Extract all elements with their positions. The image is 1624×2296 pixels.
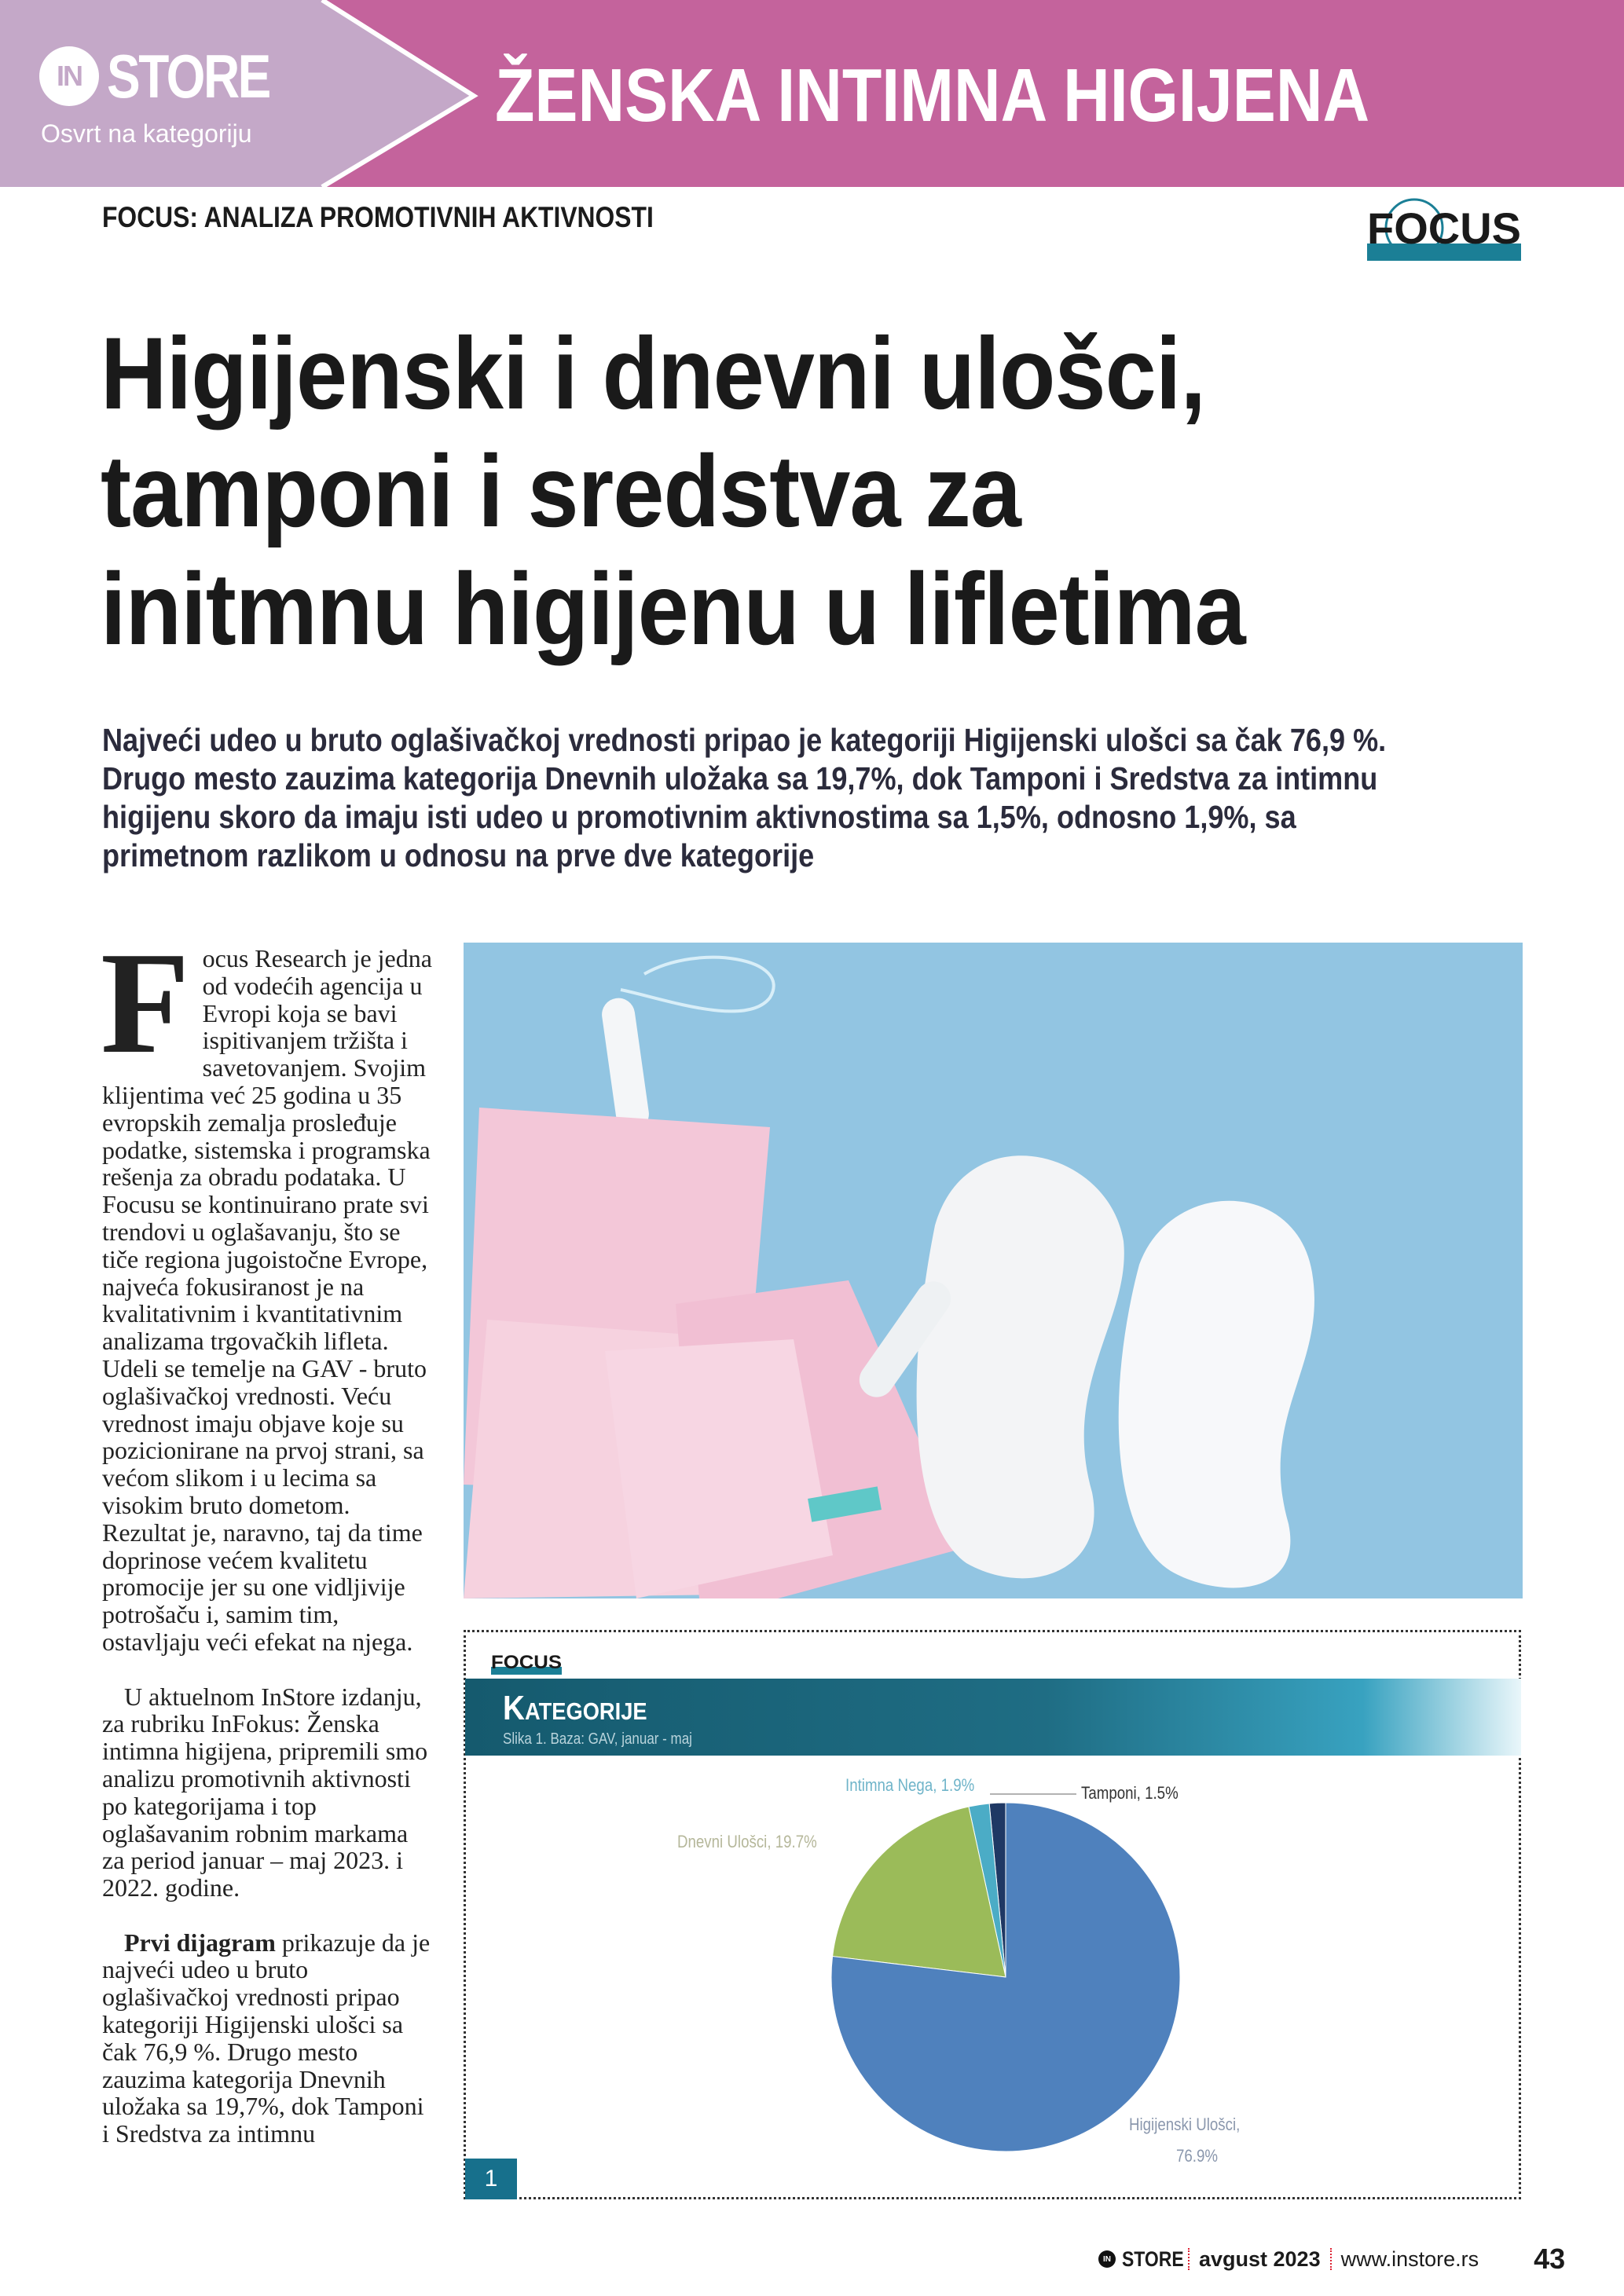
kicker: FOCUS: ANALIZA PROMOTIVNIH AKTIVNOSTI [102,201,654,233]
lead-line: Najveći udeo u bruto oglašivačkoj vrednosti pripao je kategoriji Higijenski ulošci sa čak 76,9 %. [102,722,1387,758]
white-pad-image [917,1155,1124,1578]
body-text: prikazuje da je najveći udeo u bruto oglašivačkoj vrednosti pripao kategoriji Higijenski ulošci sa čak 76,9 %. Drugo mesto zauzima kategorija Dnevnih uložaka sa 19,7%, dok Tamponi i Sredstva za intimnu [102,1928,431,2148]
body-bold: Prvi dijagram [124,1928,276,1957]
section-title: ŽENSKA INTIMNA HIGIJENA [495,53,1370,137]
body-text: ocus Research je jedna od vodećih agencija u Evropi koja se bavi ispitivanjem tržišta i savetovanjem. Svojim klijentima već 25 godina u 35 evropskih zemalja prosleđuje podatke, sistemska i programska rešenja za obradu podataka. U Focusu se kontinuirano prate svi trendovi u oglašavanju, što se tiče regiona jugoistočne Evrope, najveća fokusiranost je na kvalitativnim i kvantitativnim analizama trgovačkih lifleta. Udeli se temelje na GAV - bruto oglašivačkoj vrednosti. Veću vrednost imaju objave koje su pozicionirane na prvoj strani, sa većom slikom i u lecima sa visokim bruto dometom. Rezultat je, naravno, taj da time doprinose većem kvalitetu promocije jer su one vidljivije potrošaču i, samim tim, ostavljaju veći efekat na njega. [102,944,432,1656]
chart-subtitle: Slika 1. Baza: GAV, januar - maj [503,1730,692,1748]
tampon-image [599,996,651,1133]
body-paragraph: U aktuelnom InStore izdanju, za rubriku InFokus: Ženska intimna higijena, pripremili smo analizu promotivnih aktivnosti po kategorijama i top oglašavanim robnim markama za period januar – maj 2023. i 2022. godine. [102,1682,428,1902]
figure-number-badge: 1 [465,2159,517,2199]
body-column [101,922,436,2175]
focus-logo [1367,195,1524,273]
headline [101,314,1554,668]
footer-divider [1330,2248,1332,2270]
headline-line: tamponi i sredstva za [101,434,1021,548]
pie-label-tamponi: Tamponi, 1.5% [1081,1783,1179,1803]
header-subtitle: Osvrt na kategoriju [41,119,252,148]
chart-focus-logo [491,1650,563,1678]
footer-divider [1188,2248,1190,2270]
body-paragraph [102,1929,436,2148]
svg-text:FOCUS: FOCUS [1367,203,1521,253]
pie-label-dnevni: Dnevni Ulošci, 19.7% [677,1832,817,1851]
tampon-string-image [621,958,774,1012]
in-circle-icon: IN [39,46,99,106]
headline-line: Higijenski i dnevni ulošci, [101,316,1206,430]
pie-label-higijenski: Higijenski Ulošci, [1129,2115,1241,2134]
page-footer [1098,2243,1565,2276]
pie-label-intimna: Intimna Nega, 1.9% [845,1775,975,1795]
pie-value-higijenski: 76.9% [1176,2146,1219,2166]
lead-line: higijenu skoro da imaju isti udeo u promotivnim aktivnostima sa 1,5%, odnosno 1,9%, sa [102,799,1296,835]
lead-line: Drugo mesto zauzima kategorija Dnevnih uložaka sa 19,7%, dok Tamponi i Sredstva za intimnu [102,760,1378,796]
lead-line: primetnom razlikom u odnosu na prve dve kategorije [102,837,815,873]
body-paragraph [101,922,436,1656]
footer-in-icon: IN [1098,2250,1116,2268]
product-photo [464,943,1523,1598]
store-wordmark: STORE [107,42,269,111]
page-number: 43 [1534,2243,1566,2275]
svg-text:FOCUS: FOCUS [491,1652,562,1673]
chart-title: Kategorije [503,1689,647,1727]
instore-logo [39,42,305,111]
drop-cap: F [101,922,190,1084]
footer-date: avgust 2023 [1199,2247,1321,2271]
footer-url[interactable]: www.instore.rs [1340,2247,1479,2271]
footer-store: STORE [1122,2247,1184,2271]
lead-paragraph [102,721,1540,875]
headline-line: initmnu higijenu u lifletima [101,551,1245,666]
